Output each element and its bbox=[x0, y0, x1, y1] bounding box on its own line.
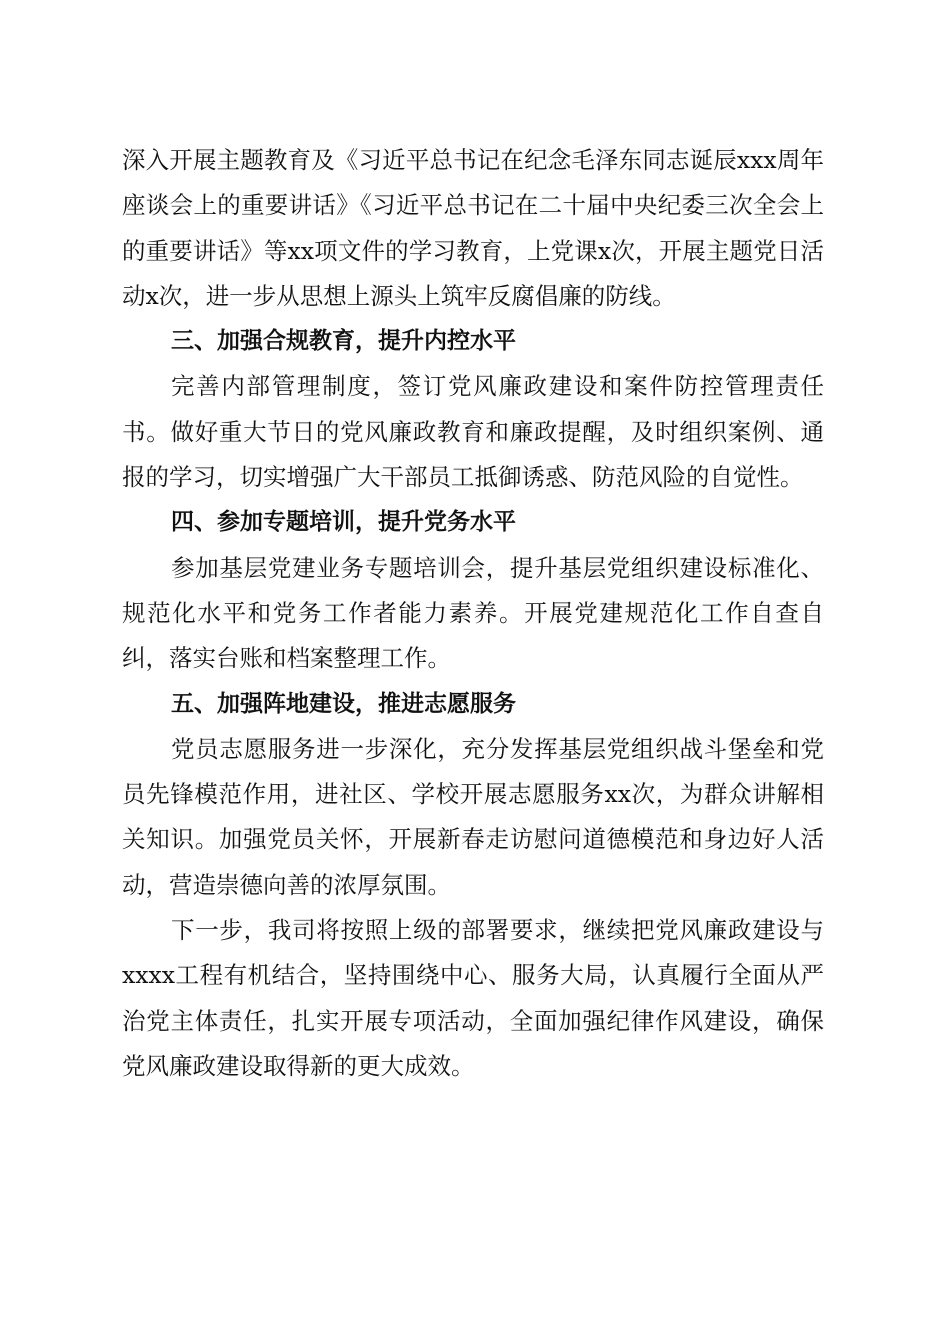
document-page bbox=[122, 138, 824, 1089]
paragraph-special-training: 参加基层党建业务专题培训会，提升基层党组织建设标准化、规范化水平和党务工作者能力素养。开展党建规范化工作自查自纠，落实台账和档案整理工作。 bbox=[122, 553, 824, 673]
paragraph-volunteer-service: 党员志愿服务进一步深化，充分发挥基层党组织战斗堡垒和党员先锋模范作用，进社区、学校开展志愿服务xx次，为群众讲解相关知识。加强党员关怀，开展新春走访慰问道德模范和身边好人活动，营造崇德向善的浓厚氛围。 bbox=[122, 734, 824, 899]
heading-volunteer-service: 五、加强阵地建设，推进志愿服务 bbox=[171, 690, 516, 717]
paragraph-compliance-education: 完善内部管理制度，签订党风廉政建设和案件防控管理责任书。做好重大节日的党风廉政教育和廉政提醒，及时组织案例、通报的学习，切实增强广大干部员工抵御诱惑、防范风险的自觉性。 bbox=[122, 372, 824, 492]
heading-compliance-education: 三、加强合规教育，提升内控水平 bbox=[171, 328, 516, 355]
paragraph-study-education: 深入开展主题教育及《习近平总书记在纪念毛泽东同志诞辰xxx周年座谈会上的重要讲话》《习近平总书记在二十届中央纪委三次全会上的重要讲话》等xx项文件的学习教育，上党课x次，开展主题党日活动x次，进一步从思想上源头上筑牢反腐倡廉的防线。 bbox=[122, 146, 824, 310]
heading-special-training: 四、参加专题培训，提升党务水平 bbox=[171, 509, 516, 536]
paragraph-next-steps: 下一步，我司将按照上级的部署要求，继续把党风廉政建设与xxxx工程有机结合，坚持围绕中心、服务大局，认真履行全面从严治党主体责任，扎实开展专项活动，全面加强纪律作风建设，确保党风廉政建设取得新的更大成效。 bbox=[122, 916, 824, 1080]
